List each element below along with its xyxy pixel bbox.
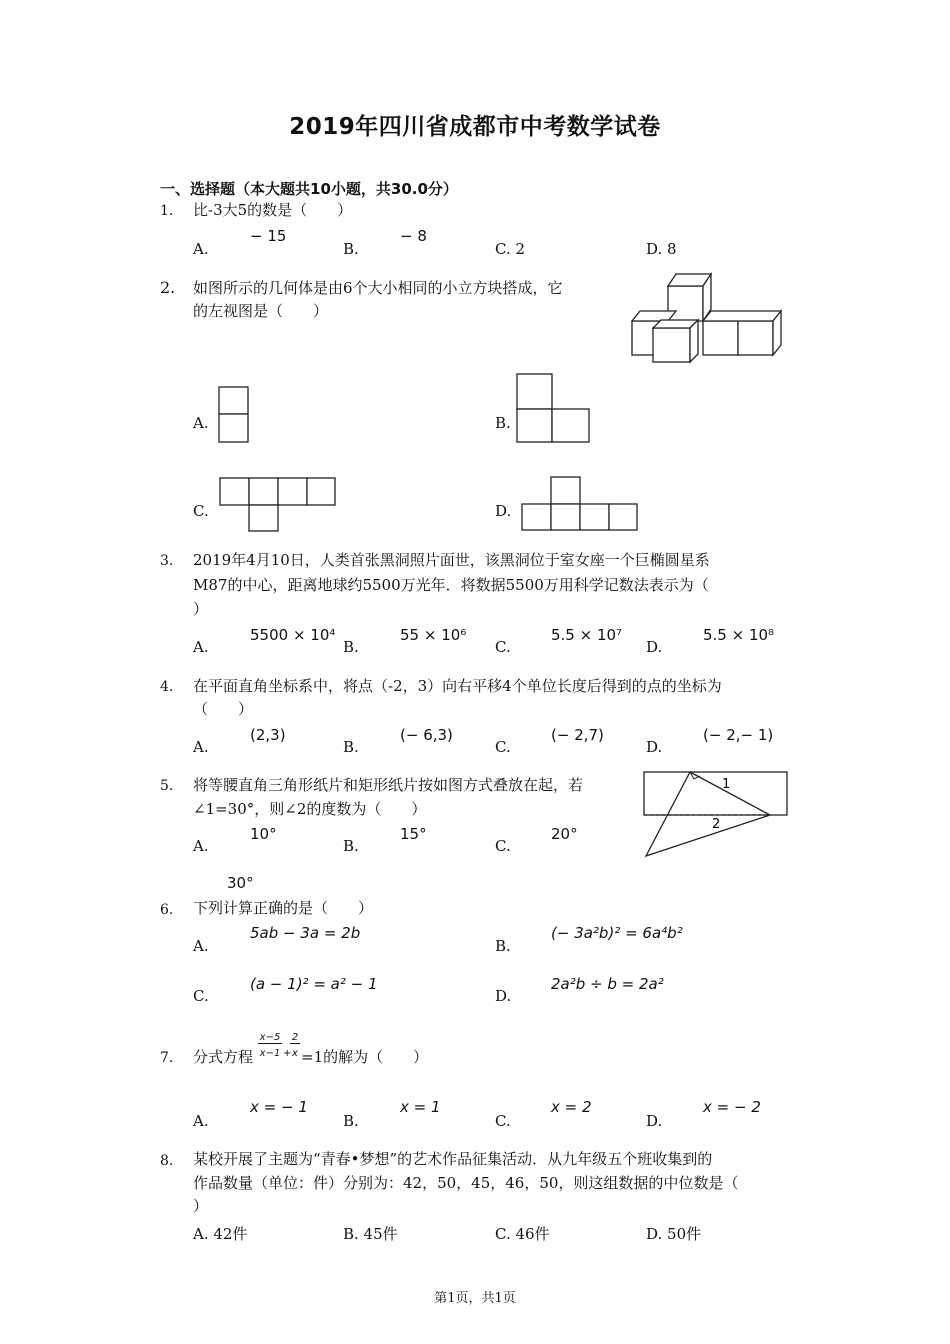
question-4-text-line1: 在平面直角坐标系中，将点（-2，3）向右平移4个单位长度后得到的点的坐标为	[193, 677, 722, 695]
q2-option-b-label: B.	[495, 414, 511, 432]
q5-option-a-label: A.	[193, 837, 209, 855]
question-8-text-line1: 某校开展了主题为“青春•梦想”的艺术作品征集活动．从九年级五个班收集到的	[193, 1150, 713, 1168]
question-8-text-line2: 作品数量（单位：件）分别为：42，50，45，46，50，则这组数据的中位数是（	[193, 1174, 739, 1192]
q3-option-a-label: A.	[193, 638, 209, 656]
question-6-text: 下列计算正确的是（ ）	[193, 899, 374, 917]
question-8-number: 8.	[160, 1153, 174, 1169]
q5-angle-2-label: 2	[712, 817, 721, 832]
question-1-text: 比-3大5的数是（ ）	[193, 201, 353, 219]
question-6-number: 6.	[160, 902, 174, 918]
q6-option-b-label: B.	[495, 937, 511, 955]
q7-option-d-label: D.	[646, 1112, 663, 1130]
q1-option-b-value: − 8	[400, 227, 427, 245]
q2-option-c-label: C.	[193, 502, 209, 520]
q7-option-c-label: C.	[495, 1112, 511, 1130]
q3-option-d-value: 5.5 × 10⁸	[703, 626, 775, 644]
section-heading: 一、选择题（本大题共10小题，共30.0分）	[160, 180, 458, 198]
question-2-number: 2.	[160, 278, 176, 297]
q8-option-a: A. 42件	[193, 1225, 248, 1243]
q7-fraction-1-numerator: x−5	[259, 1032, 281, 1043]
q4-option-a-value: (2,3)	[250, 726, 286, 744]
q6-option-d-value: 2a²b ÷ b = 2a²	[551, 975, 664, 993]
question-3-number: 3.	[160, 553, 174, 569]
question-5-text-line1: 将等腰直角三角形纸片和矩形纸片按如图方式叠放在起，若	[193, 776, 584, 794]
q5-option-c-value: 20°	[551, 825, 578, 843]
question-3-text-line1: 2019年4月10日，人类首张黑洞照片面世，该黑洞位于室女座一个巨椭圆星系	[193, 551, 710, 569]
q1-option-d: D. 8	[646, 240, 677, 258]
q3-option-d-label: D.	[646, 638, 663, 656]
q2-option-a-label: A.	[193, 414, 209, 432]
q3-option-b-label: B.	[343, 638, 359, 656]
q3-option-a-value: 5500 × 10⁴	[250, 626, 336, 644]
q5-angle-1-label: 1	[722, 777, 731, 792]
q6-option-a-value: 5ab − 3a = 2b	[250, 924, 361, 942]
q5-option-a-value: 10°	[250, 825, 277, 843]
page-footer: 第1页，共1页	[434, 1291, 516, 1306]
q6-option-d-label: D.	[495, 987, 512, 1005]
q6-option-c-value: (a − 1)² = a² − 1	[250, 975, 378, 993]
q5-option-b-label: B.	[343, 837, 359, 855]
question-7-number: 7.	[160, 1050, 174, 1066]
question-5-number: 5.	[160, 778, 174, 794]
q6-option-c-label: C.	[193, 987, 209, 1005]
q2-option-d-label: D.	[495, 502, 512, 520]
q4-option-a-label: A.	[193, 738, 209, 756]
question-5-text-line2: ∠1=30°，则∠2的度数为（ ）	[193, 800, 427, 818]
q2-option-d-figure	[520, 476, 640, 532]
q2-option-c-figure	[219, 477, 337, 533]
question-7-text-post: =1的解为（ ）	[301, 1048, 429, 1066]
q1-option-a-value: − 15	[250, 227, 287, 245]
q4-option-b-value: (− 6,3)	[400, 726, 453, 744]
q7-option-d-value: x = − 2	[703, 1098, 761, 1116]
q3-option-c-value: 5.5 × 10⁷	[551, 626, 623, 644]
q4-option-d-value: (− 2,− 1)	[703, 726, 774, 744]
q7-option-c-value: x = 2	[551, 1098, 592, 1116]
q7-option-b-label: B.	[343, 1112, 359, 1130]
q8-option-d: D. 50件	[646, 1225, 702, 1243]
q6-option-a-label: A.	[193, 937, 209, 955]
question-2-text-line2: 的左视图是（ ）	[193, 302, 329, 320]
q5-option-d-value: 30°	[227, 874, 254, 892]
question-7-text-pre: 分式方程	[193, 1048, 254, 1066]
question-3-text-line3: ）	[193, 600, 209, 618]
q3-option-c-label: C.	[495, 638, 511, 656]
q3-option-b-value: 55 × 10⁶	[400, 626, 467, 644]
question-8-text-line3: ）	[193, 1197, 209, 1215]
q8-option-b: B. 45件	[343, 1225, 398, 1243]
q4-option-b-label: B.	[343, 738, 359, 756]
q4-option-c-value: (− 2,7)	[551, 726, 604, 744]
q1-option-a-label: A.	[193, 240, 209, 258]
q2-solid-figure	[628, 270, 790, 362]
q5-triangle-rectangle-figure	[642, 770, 790, 860]
question-4-number: 4.	[160, 679, 174, 695]
q1-option-b-label: B.	[343, 240, 359, 258]
q7-fraction-2-numerator: 2	[291, 1032, 299, 1043]
q5-option-c-label: C.	[495, 837, 511, 855]
q5-option-b-value: 15°	[400, 825, 427, 843]
q4-option-c-label: C.	[495, 738, 511, 756]
q6-option-b-value: (− 3a²b)² = 6a⁴b²	[551, 924, 683, 942]
question-4-text-line2: （ ）	[193, 700, 254, 718]
q4-option-d-label: D.	[646, 738, 663, 756]
question-3-text-line2: M87的中心，距离地球约5500万光年．将数据5500万用科学记数法表示为（	[193, 576, 709, 594]
q7-option-a-label: A.	[193, 1112, 209, 1130]
question-1-number: 1.	[160, 203, 174, 219]
q7-option-b-value: x = 1	[400, 1098, 441, 1116]
question-2-text-line1: 如图所示的几何体是由6个大小相同的小立方块搭成，它	[193, 279, 563, 297]
q7-plus-sign: +	[283, 1048, 292, 1059]
q8-option-c: C. 46件	[495, 1225, 550, 1243]
q7-fraction-2-denominator: x	[292, 1048, 298, 1059]
q2-option-b-figure	[515, 372, 593, 444]
page-title: 2019年四川省成都市中考数学试卷	[289, 114, 661, 140]
q2-option-a-figure	[218, 386, 250, 444]
q7-option-a-value: x = − 1	[250, 1098, 308, 1116]
q1-option-c: C. 2	[495, 240, 526, 258]
q7-fraction-1-denominator: x−1	[259, 1048, 281, 1059]
